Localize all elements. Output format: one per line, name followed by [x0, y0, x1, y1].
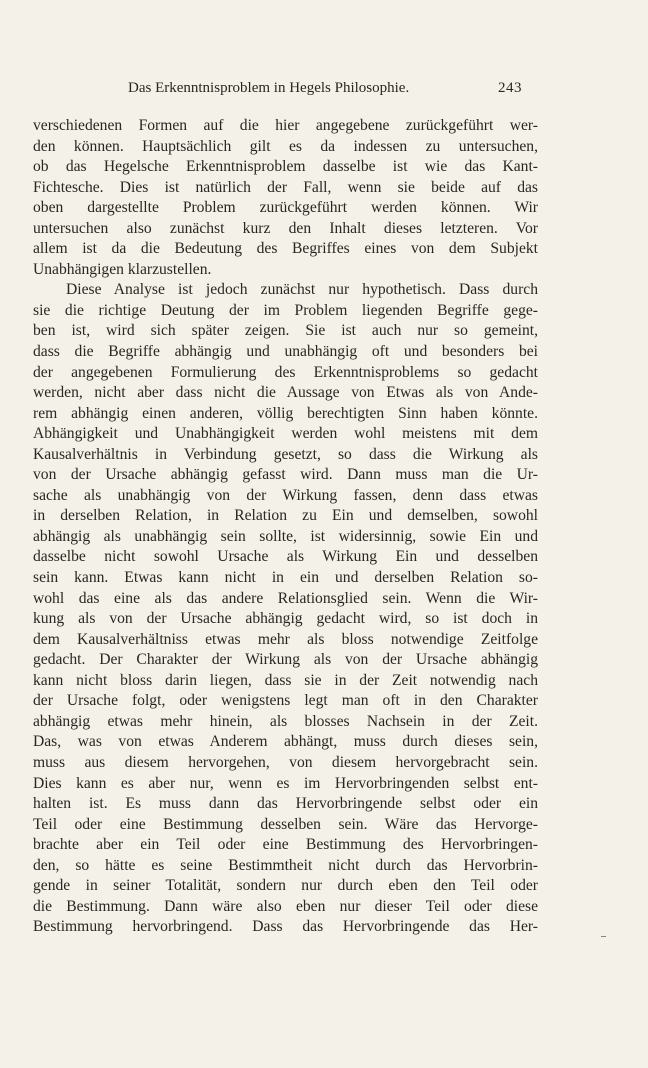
- text-line: Das, was von etwas Anderem abhängt, muss durch dieses sein,: [33, 733, 538, 751]
- text-line: rem abhängig einen anderen, völlig berechtigten Sinn haben könnte.: [33, 404, 538, 422]
- text-line: in derselben Relation, in Relation zu Ein und demselben, sowohl: [33, 507, 538, 525]
- text-line: gende in seiner Totalität, sondern nur durch eben den Teil oder: [33, 877, 538, 895]
- running-head: [120, 77, 522, 99]
- text-line: oben dargestellte Problem zurückgeführt werden können. Wir: [33, 199, 538, 217]
- body-text: [33, 116, 538, 938]
- text-line: Fichtesche. Dies ist natürlich der Fall, wenn sie beide auf das: [33, 178, 538, 196]
- text-line: dem Kausalverhältniss etwas mehr als bloss notwendige Zeitfolge: [33, 630, 538, 648]
- text-line: brachte aber ein Teil oder eine Bestimmung des Hervorbringen-: [33, 836, 538, 854]
- text-line: kung als von der Ursache abhängig gedacht wird, so ist doch in: [33, 610, 538, 628]
- text-line: Dies kann es aber nur, wenn es im Hervorbringenden selbst ent-: [33, 774, 538, 792]
- text-line: Unabhängigen klarzustellen.: [33, 260, 212, 278]
- text-line: verschiedenen Formen auf die hier angegebene zurückgeführt wer-: [33, 117, 538, 134]
- text-line: Bestimmung hervorbringend. Dass das Hervorbringende das Her-: [33, 918, 538, 936]
- text-line: ben ist, wird sich später zeigen. Sie ist auch nur so gemeint,: [33, 322, 538, 340]
- running-title: Das Erkenntnisproblem in Hegels Philosophie.: [128, 80, 410, 96]
- text-line: den, so hätte es seine Bestimmtheit nicht durch das Hervorbrin-: [33, 856, 538, 874]
- text-line: Teil oder eine Bestimmung desselben sein. Wäre das Hervorge-: [33, 815, 538, 833]
- text-line: der angegebenen Formulierung des Erkenntnisproblems so gedacht: [33, 363, 538, 381]
- text-line: untersuchen also zunächst kurz den Inhalt dieses letzteren. Vor: [33, 219, 538, 237]
- text-line: dasselbe nicht sowohl Ursache als Wirkung Ein und desselben: [33, 548, 538, 566]
- text-line: Abhängigkeit und Unabhängigkeit werden wohl meistens mit dem: [33, 425, 538, 443]
- text-line: gedacht. Der Charakter der Wirkung als von der Ursache abhängig: [33, 651, 538, 669]
- page-number: 243: [498, 80, 522, 96]
- text-line: Kausalverhältnis in Verbindung gesetzt, so dass die Wirkung als: [33, 445, 538, 463]
- text-line: sein kann. Etwas kann nicht in ein und derselben Relation so-: [33, 569, 538, 587]
- text-line: dass die Begriffe abhängig und unabhängig oft und besonders bei: [33, 343, 538, 361]
- paragraph-start-line: Diese Analyse ist jedoch zunächst nur hypothetisch. Dass durch: [66, 281, 538, 299]
- text-line: kann nicht bloss darin liegen, dass sie in der Zeit notwendig nach: [33, 671, 538, 689]
- text-line: sie die richtige Deutung der im Problem liegenden Begriffe gege-: [33, 301, 538, 319]
- text-line: von der Ursache abhängig gefasst wird. Dann muss man die Ur-: [33, 466, 538, 484]
- text-line: der Ursache folgt, oder wenigstens legt man oft in den Charakter: [33, 692, 538, 710]
- margin-mark: [601, 936, 606, 937]
- text-line: ob das Hegelsche Erkenntnisproblem dasselbe ist wie das Kant-: [33, 158, 538, 176]
- text-line: die Bestimmung. Dann wäre also eben nur dieser Teil oder diese: [33, 897, 538, 915]
- text-line: allem ist da die Bedeutung des Begriffes eines von dem Subjekt: [33, 240, 538, 258]
- text-line: werden, nicht aber dass nicht die Aussage von Etwas als von Ande-: [33, 384, 538, 402]
- text-line: abhängig etwas mehr hinein, als blosses Nachsein in der Zeit.: [33, 712, 538, 730]
- text-line: sache als unabhängig von der Wirkung fassen, denn dass etwas: [33, 486, 538, 504]
- text-line: den können. Hauptsächlich gilt es da indessen zu untersuchen,: [33, 137, 538, 155]
- text-line: halten ist. Es muss dann das Hervorbringende selbst oder ein: [33, 795, 538, 813]
- text-line: muss aus diesem hervorgehen, von diesem hervorgebracht sein.: [33, 753, 538, 771]
- text-line: wohl das eine als das andere Relationsglied sein. Wenn die Wir-: [33, 589, 538, 607]
- text-line: abhängig als unabhängig sein sollte, ist widersinnig, sowie Ein und: [33, 527, 538, 545]
